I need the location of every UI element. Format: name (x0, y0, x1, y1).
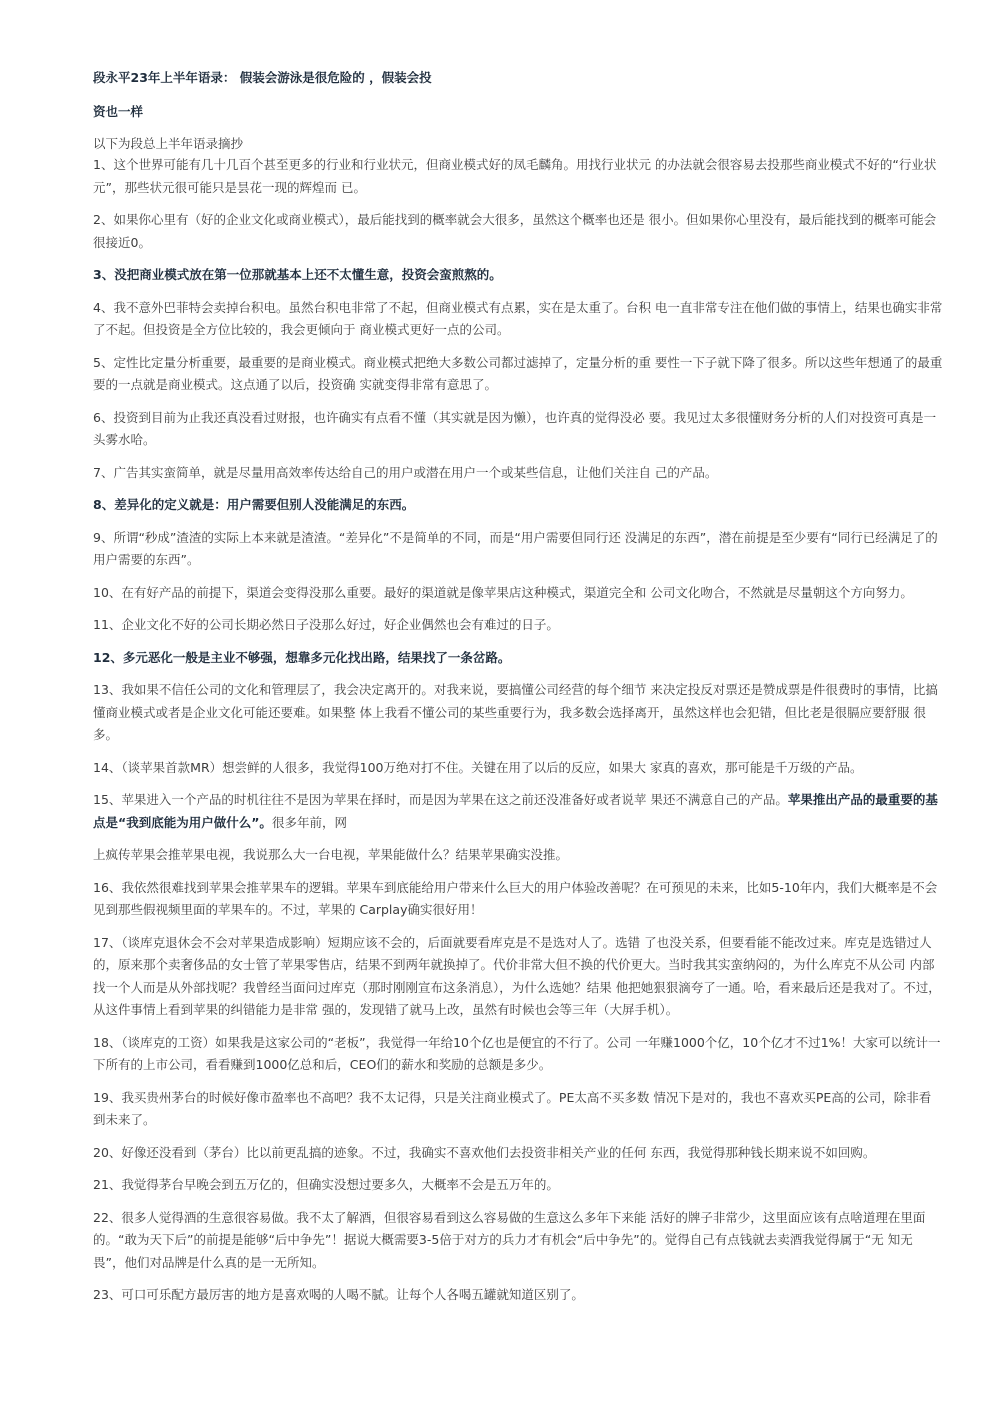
quote-item-8: 8、差异化的定义就是：用户需要但别人没能满足的东西。 (93, 497, 415, 512)
quote-item-19: 19、我买贵州茅台的时候好像市盈率也不高吧？我不太记得，只是关注商业模式了。PE太高不买多数 情况下是对的，我也不喜欢买PE高的公司，除非看到未来了。 (93, 1089, 932, 1127)
quote-item-7: 7、广告其实蛮简单，就是尽量用高效率传达给自己的用户或潜在用户一个或某些信息，让他们关注自 己的产品。 (93, 464, 718, 480)
quote-item-15 (93, 789, 943, 834)
quote-item-6: 6、投资到目前为止我还真没看过财报，也许确实有点看不懂（其实就是因为懒），也许真的觉得没必 要。我见过太多很懂财务分析的人们对投资可真是一头雾水哈。 (93, 409, 937, 447)
quote-item-2: 2、如果你心里有（好的企业文化或商业模式），最后能找到的概率就会大很多，虽然这个概率也还是 很小。但如果你心里没有，最后能找到的概率可能会很接近0。 (93, 212, 937, 250)
quote-item-3: 3、没把商业模式放在第一位那就基本上还不太懂生意，投资会蛮煎熬的。 (93, 267, 502, 282)
quote-item-12: 12、多元恶化一般是主业不够强，想靠多元化找出路，结果找了一条岔路。 (93, 649, 511, 665)
quote-item-16: 16、我依然很难找到苹果会推苹果车的逻辑。苹果车到底能给用户带来什么巨大的用户体验改善呢？在可预见的未来，比如5-10年内，我们大概率是不会见到那些假视频里面的苹果车的。不过，苹果的 Carplay确实很好用！ (93, 879, 938, 917)
quote-item-17: 17、（谈库克退休会不会对苹果造成影响）短期应该不会的，后面就要看库克是不是选对人了。选错 了也没关系，但要看能不能改过来。库克是选错过人的，原来那个卖奢侈品的女士管了苹果零售店，结果不到两年就换掉了。代价非常大但不换的代价更大。当时我其实蛮纳闷的，为什么库克不从公司 内部找一个人而是从外部找呢？我曾经当面问过库克（那时刚刚宣布这条消息），为什么选她？结果 他把她狠狠滴夸了一通。哈，看来最后还是我对了。不过，从这件事情上看到苹果的纠错能力是非常 强的，发现错了就马上改，虽然有时候也会等三年（大屏手机）。 (93, 934, 941, 1017)
quote-item-1: 1、这个世界可能有几十几百个甚至更多的行业和行业状元，但商业模式好的凤毛麟角。用找行业状元 的办法就会很容易去投那些商业模式不好的“行业状元”，那些状元很可能只是昙花一现的辉煌而 已。 (93, 157, 937, 195)
quote-item-9: 9、所谓“秒成”渣渣的实际上本来就是渣渣。“差异化”不是简单的不同，而是“用户需要但同行还 没满足的东西”，潜在前提是至少要有“同行已经满足了的用户需要的东西”。 (93, 529, 938, 567)
quote-item-15-part-a: 15、苹果进入一个产品的时机往往不是因为苹果在择时，而是因为苹果在这之前还没准备好或者说苹 果还不满意自己的产品。 (93, 792, 788, 807)
document-title-line-1: 段永平23年上半年语录： 假装会游泳是很危险的 ，假装会投 (93, 70, 432, 85)
quote-item-15-emphasis: 苹果推出产品的最重要的基点是“我到底能为用户做什么”。 (93, 792, 938, 830)
quote-item-18: 18、（谈库克的工资）如果我是这家公司的“老板”，我觉得一年给10个亿也是便宜的不行了。公司 一年赚1000个亿，10个亿才不过1%！大家可以统计一下所有的上市公司，看看赚到1000亿总和后，CEO们的薪水和奖励的总额是多少。 (93, 1034, 941, 1072)
quote-item-4: 4、我不意外巴菲特会卖掉台积电。虽然台积电非常了不起，但商业模式有点累，实在是太重了。台积 电一直非常专注在他们做的事情上，结果也确实非常了不起。但投资是全方位比较的，我会更倾向于 商业模式更好一点的公司。 (93, 299, 943, 337)
quote-item-13: 13、我如果不信任公司的文化和管理层了，我会决定离开的。对我来说，要搞懂公司经营的每个细节 来决定投反对票还是赞成票是件很费时的事情，比搞懂商业模式或者是企业文化可能还要难。如果整 体上我看不懂公司的某些重要行为，我多数会选择离开，虽然这样也会犯错，但比老是很膈应要舒服 很多。 (93, 682, 938, 742)
quote-item-14: 14、（谈苹果首款MR）想尝鲜的人很多，我觉得100万绝对打不住。关键在用了以后的反应，如果大 家真的喜欢，那可能是千万级的产品。 (93, 759, 863, 775)
quote-item-20: 20、好像还没看到（茅台）比以前更乱搞的迹象。不过，我确实不喜欢他们去投资非相关产业的任何 东西，我觉得那种钱长期来说不如回购。 (93, 1144, 876, 1160)
quote-item-15-part-c: 很多年前，网 (271, 814, 347, 830)
document-page (93, 68, 943, 1317)
quote-item-21: 21、我觉得茅台早晚会到五万亿的，但确实没想过要多久，大概率不会是五万年的。 (93, 1177, 559, 1192)
quote-item-11: 11、企业文化不好的公司长期必然日子没那么好过，好企业偶然也会有难过的日子。 (93, 617, 559, 632)
intro-text: 以下为段总上半年语录摘抄 (93, 136, 244, 151)
document-title-line-2: 资也一样 (93, 104, 144, 119)
quote-item-22: 22、很多人觉得酒的生意很容易做。我不太了解酒，但很容易看到这么容易做的生意这么多年下来能 活好的牌子非常少，这里面应该有点啥道理在里面的。“敢为天下后”的前提是能够“后中争先”！据说大概需要3-5倍于对方的兵力才有机会“后中争先”的。觉得自己有点钱就去卖酒我觉得属于“无 知无畏”，他们对品牌是什么真的是一无所知。 (93, 1209, 926, 1270)
quote-item-15-continued: 上疯传苹果会推苹果电视，我说那么大一台电视，苹果能做什么？结果苹果确实没推。 (93, 847, 569, 862)
quote-item-10: 10、在有好产品的前提下，渠道会变得没那么重要。最好的渠道就是像苹果店这种模式，渠道完全和 公司文化吻合，不然就是尽量朝这个方向努力。 (93, 584, 913, 600)
quote-item-23: 23、可口可乐配方最厉害的地方是喜欢喝的人喝不腻。让每个人各喝五罐就知道区别了。 (93, 1287, 584, 1302)
quote-item-5: 5、定性比定量分析重要，最重要的是商业模式。商业模式把绝大多数公司都过滤掉了，定量分析的重 要性一下子就下降了很多。所以这些年想通了的最重要的一点就是商业模式。这点通了以后，投资确 实就变得非常有意思了。 (93, 354, 943, 392)
